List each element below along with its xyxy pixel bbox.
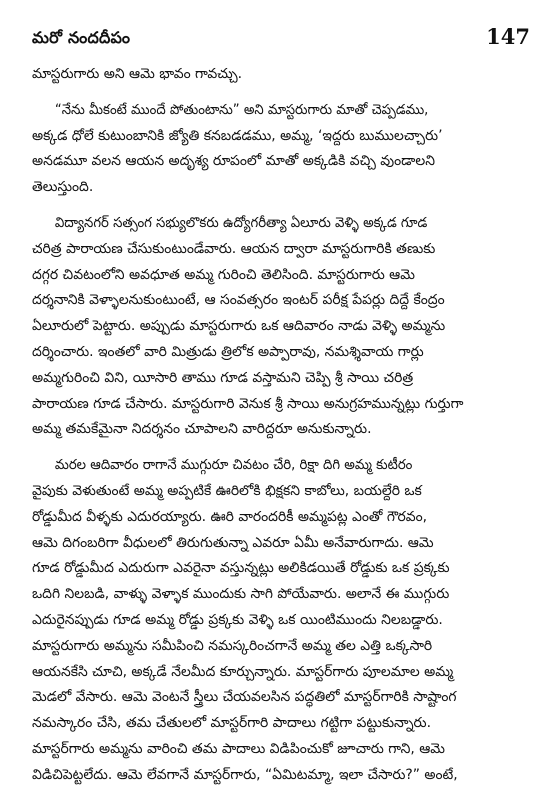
paragraph (32, 98, 530, 201)
text-line: రోడ్డుమీద వీళ్ళకు ఎదురయ్యారు. ఊరి వారందరికీ అమ్మపట్ల ఎంతో గౌరవం, (32, 508, 428, 525)
text-line: అక్కడ ధోలే కుటుంబానికి జ్యోతి కనబడడము, అమ్మ, ‘ఇద్దరు బుములచ్చారు’ (32, 127, 443, 144)
text-line: తెలుస్తుంది. (32, 179, 94, 196)
body-text (32, 62, 530, 789)
text-line: పారాయణ గూడ చేసారు. మాస్టరుగారి వెనుక శ్రీ సాయి అనుగ్రహమున్నట్లు గుర్తుగా (32, 395, 464, 412)
text-line: మరల ఆదివారం రాగానే ముగ్గురూ చివటం చేరి, రిక్షా దిగి అమ్మ కుటీరం (54, 457, 413, 474)
text-line: మాస్టరుగారు అని ఆమె భావం గావచ్చు. (32, 66, 243, 82)
text-line: ఒదిగి నిలబడి, వాళ్ళు వెళ్ళాక ముందుకు సాగి పోయేవారు. అలానే ఈ ముగ్గురు (32, 586, 450, 603)
text-line: మాస్టర్‌గారు అమ్మను వారించి తమ పాదాలు విడిపించుకో జూచారు గాని, ఆమె (32, 740, 445, 757)
text-line: విడిచిపెట్టలేదు. ఆమె లేవగానే మాస్టర్‌గారు, “ఏమిటమ్మా, ఇలా చేసారు?” అంటే, (32, 766, 458, 783)
paragraph (32, 211, 530, 443)
text-line: గూడ రోడ్డుమీద ఎదురుగా ఎవరైనా వస్తున్నట్లు అలికిడయితే రోడ్డుకు ఒక ప్రక్కకు (32, 560, 450, 577)
paragraph (32, 453, 530, 788)
paragraph (32, 62, 530, 88)
text-line: ఏలూరులో పెట్టారు. అప్పుడు మాస్టరుగారు ఒక ఆదివారం నాడు వెళ్ళి అమ్మను (32, 318, 446, 335)
text-line: మెడలో వేసారు. ఆమె వెంటనే స్త్రీలు చేయవలసిన పద్ధతిలో మాస్టర్‌గారికి సాష్టాంగ (32, 689, 457, 706)
text-line: ఆమె దిగంబరిగా వీధులలో తిరుగుతున్నా ఎవరూ ఏమీ అనేవారుగాదు. ఆమె (32, 534, 434, 551)
text-line: అనడమూ వలన ఆయన అదృశ్య రూపంలో మాతో అక్కడికి వచ్చి వుండాలని (32, 153, 435, 170)
text-line: అమ్మగురించి విని, యీసారి తాము గూడ వస్తామని చెప్పి శ్రీ సాయి చరిత్ర (32, 369, 414, 386)
text-line: మాస్టరుగారు అమ్మను సమీపించి నమస్కరించగానే అమ్మ తల ఎత్తి ఒక్కసారి (32, 637, 433, 654)
text-line: “నేను మీకంటే ముందే పోతుంటాను” అని మాస్టరుగారు మాతో చెప్పడము, (54, 101, 429, 118)
page-header (32, 24, 530, 56)
text-line: విద్యానగర్ సత్సంగ సభ్యులొకరు ఉద్యోగరీత్యా ఏలూరు వెళ్ళి అక్కడ గూడ (54, 214, 428, 231)
text-line: ఎదురైనప్పుడు గూడ అమ్మ రోడ్డు ప్రక్కకు వెళ్ళి ఒక యింటిముందు నిలబడ్డారు. (32, 611, 443, 628)
text-line: దగ్గర చివటంలోని అవధూత అమ్మ గురించి తెలిసింది. మాస్టరుగారు ఆమె (32, 266, 415, 283)
text-line: దర్శించారు. ఇంతలో వారి మిత్రుడు త్రిలోక అప్పారావు, నమశ్శివాయ గార్లు (32, 343, 424, 360)
page-number: 147 (486, 24, 530, 49)
running-title: మరో నందదీపం (32, 28, 131, 47)
text-line: వైపుకు వెళుతుంటే అమ్మ అప్పటికే ఊరిలోకి భిక్షకని కాబోలు, బయల్దేరి ఒక (32, 482, 422, 499)
text-line: ఆయనకేసి చూచి, అక్కడే నేలమీద కూర్చున్నారు. మాస్టర్‌గారు పూలమాల అమ్మ (32, 663, 454, 680)
text-line: అమ్మ తమకేమైనా నిదర్శనం చూపాలని వారిద్దరూ అనుకున్నారు. (32, 421, 372, 438)
text-line: దర్శనానికి వెళ్ళాలనుకుంటుంటే, ఆ సంవత్సరం ఇంటర్ పరీక్ష పేపర్లు దిద్దే కేంద్రం (32, 292, 445, 309)
text-line: చరిత్ర పారాయణ చేసుకుంటుండేవారు. ఆయన ద్వారా మాస్టరుగారికి తణుకు (32, 240, 436, 257)
text-line: నమస్కారం చేసి, తమ చేతులలో మాస్టర్‌గారి పాదాలు గట్టిగా పట్టుకున్నారు. (32, 715, 431, 732)
